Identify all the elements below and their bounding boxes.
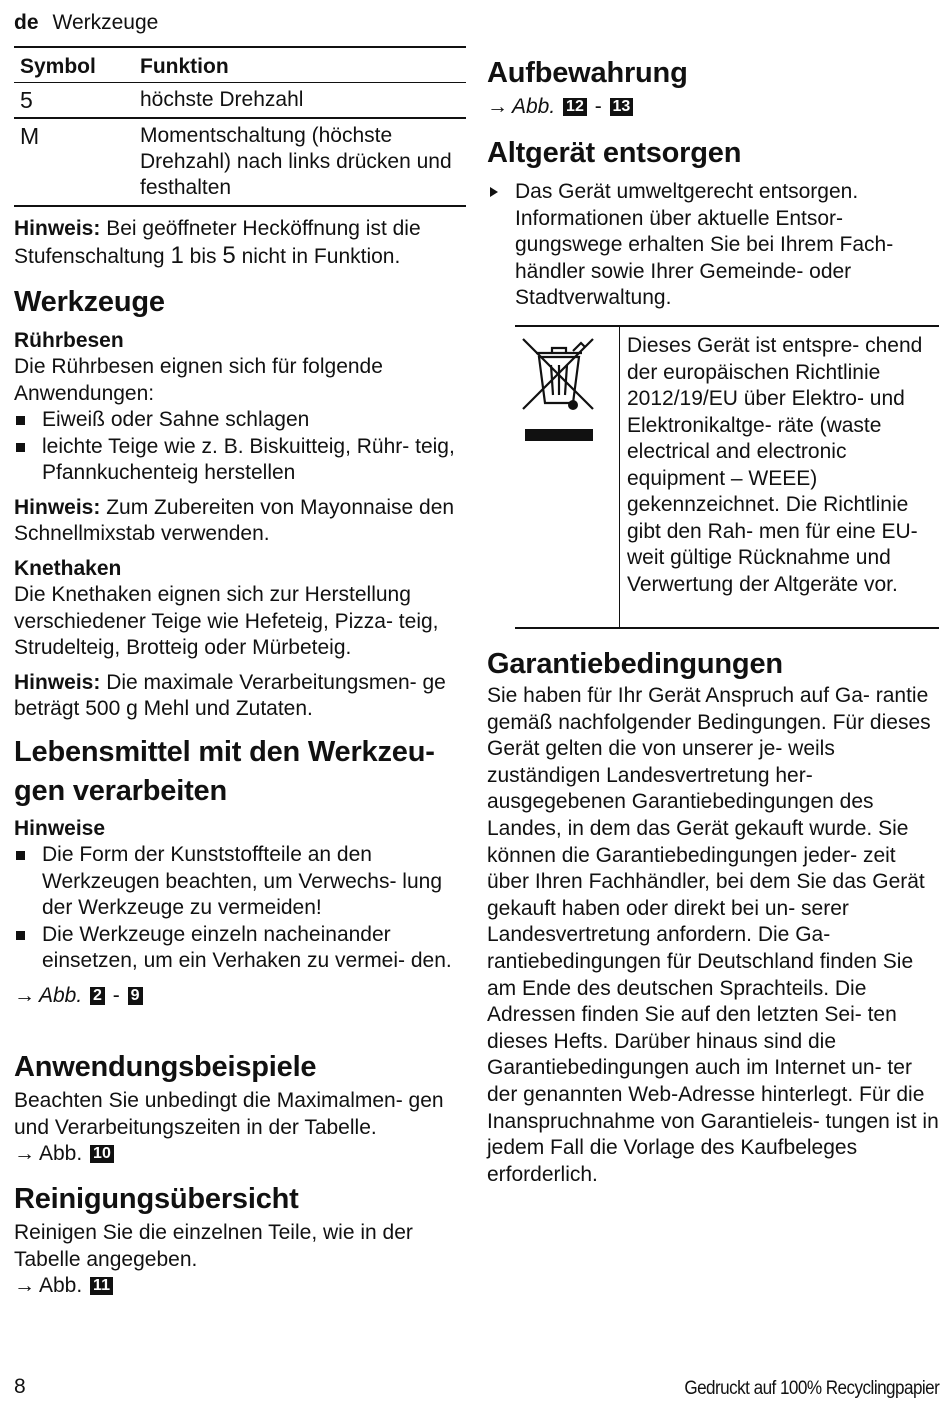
note-text: Die maximale Verarbeitungsmen- ge beträgt 500 g Mehl und Zutaten. [14, 670, 446, 720]
print-note: Gedruckt auf 100% Recyclingpapier [684, 1378, 939, 1399]
ruehrbesen-list [14, 407, 466, 487]
running-header [14, 10, 158, 36]
ruehrbesen-note [14, 495, 466, 548]
arrow-right-icon: → [14, 1142, 35, 1165]
note-stufenschaltung [14, 216, 466, 270]
table-cell-function: Momentschaltung (höchste Drehzahl) nach links drücken und festhalten [134, 118, 466, 206]
note-label: Hinweis: [14, 495, 101, 519]
running-title: Werkzeuge [52, 11, 159, 34]
crossed-out-wheelie-bin-icon [521, 333, 597, 443]
figure-reference [487, 94, 635, 121]
language-code: de [14, 11, 39, 34]
weee-text: Dieses Gerät ist entspre- chend der europäischen Richtlinie 2012/19/EU über Elektro- und Elektronikaltge- räte (waste electrical and electronic equipment – WEEE) gekennzeichnet. Die Richtlinie gibt den Rah- men für eine EU-weit gültige Rücknahme und Verwertung der Altgeräte vor. [627, 334, 923, 596]
table-cell-symbol: M [14, 118, 134, 206]
figure-number-badge: 10 [90, 1145, 114, 1163]
lebensmittel-block [14, 816, 466, 1009]
ref-label: Abb. [39, 1142, 83, 1165]
figure-number-badge: 13 [610, 98, 634, 116]
subsection-title-hinweise: Hinweise [14, 817, 106, 840]
figure-number-badge: 2 [90, 987, 105, 1005]
table-row [14, 83, 466, 119]
weee-notice-box [515, 325, 939, 629]
ref-label: Abb. [39, 1274, 83, 1297]
table-header-row [14, 47, 466, 83]
note-text: nicht in Funktion. [241, 244, 401, 268]
page-number: 8 [14, 1375, 26, 1398]
section-title-werkzeuge: Werkzeuge [14, 286, 165, 318]
figure-number-badge: 12 [563, 98, 587, 116]
altgeraet-steps [487, 179, 939, 206]
figure-reference [14, 1273, 466, 1300]
altgeraet-block [487, 179, 939, 312]
table-header-symbol: Symbol [14, 47, 134, 83]
reinigung-block [14, 1220, 466, 1300]
anwendung-block [14, 1088, 466, 1168]
table-header-function: Funktion [134, 47, 466, 83]
note-label: Hinweis: [14, 670, 101, 694]
ref-separator: - [112, 983, 120, 1007]
table-cell-function: höchste Drehzahl [134, 83, 466, 119]
list-item: Eiweiß oder Sahne schlagen [14, 407, 466, 434]
table-cell-symbol: 5 [14, 83, 134, 119]
knethaken-block [14, 556, 466, 723]
section-title-garantie: Garantiebedingungen [487, 648, 783, 680]
reinigung-text: Reinigen Sie die einzelnen Teile, wie in der Tabelle angegeben. [14, 1221, 413, 1271]
subsection-title-knethaken: Knethaken [14, 557, 122, 580]
figure-reference [14, 983, 466, 1010]
figure-number-badge: 11 [90, 1277, 113, 1295]
symbol-table [14, 46, 466, 207]
figure-number-badge: 9 [128, 987, 143, 1005]
ruehrbesen-block [14, 328, 466, 548]
hinweise-list [14, 842, 466, 975]
step-item: Das Gerät umweltgerecht entsorgen. [487, 179, 939, 206]
step-detail: Informationen über aktuelle Entsor- gungswege erhalten Sie bei Ihrem Fach- händler sowie Ihrer Gemeinde- oder Stadtverwaltung. [515, 206, 894, 309]
knethaken-text: Die Knethaken eignen sich zur Herstellung verschiedener Teige wie Hefeteig, Pizza- teig, Strudelteig, Brotteig oder Mürbeteig. [14, 583, 439, 659]
list-item: Die Werkzeuge einzeln nacheinander einsetzen, um ein Verhaken zu vermei- den. [14, 922, 466, 975]
ruehrbesen-intro: Die Rührbesen eignen sich für folgende Anwendungen: [14, 355, 383, 405]
note-number: 1 [170, 241, 184, 269]
arrow-right-icon: → [487, 95, 508, 118]
ref-separator: - [594, 95, 602, 118]
list-item: leichte Teige wie z. B. Biskuitteig, Rühr- teig, Pfannkuchenteig herstellen [14, 434, 466, 487]
section-title-lebensmittel: Lebensmittel mit den Werkzeu- gen verarbeiten [14, 736, 435, 807]
list-item: Die Form der Kunststoffteile an den Werkzeugen beachten, um Verwechs- lung der Werkzeuge zu vermeiden! [14, 842, 466, 922]
knethaken-note [14, 670, 466, 723]
figure-reference [14, 1141, 466, 1168]
arrow-right-icon: → [14, 1274, 35, 1297]
note-text: Bei geöffneter Hecköffnung ist die Stufenschaltung [14, 217, 421, 268]
section-title-aufbewahrung: Aufbewahrung [487, 57, 688, 89]
ref-label: Abb. [39, 983, 83, 1007]
note-text: Zum Zubereiten von Mayonnaise den Schnellmixstab verwenden. [14, 495, 455, 545]
table-row [14, 118, 466, 206]
subsection-title-ruehrbesen: Rührbesen [14, 329, 124, 352]
box-divider [619, 327, 620, 627]
garantie-text: Sie haben für Ihr Gerät Anspruch auf Ga- rantie gemäß nachfolgender Bedingungen. Für dieses Gerät gelten die von unserer je- weils zuständigen Landesvertretung her- ausgegebenen Garantiebedingungen des Landes, in dem das Gerät gekauft wurde. Sie können die Garantiebedingungen jeder- zeit über Ihren Fachhändler, bei dem Sie das Gerät gekauft haben oder direkt bei un- serer Landesvertretung anfordern. Die Ga- rantiebedingungen für Deutschland finden Sie am Ende des deutschen Sprachteils. Die Adressen finden Sie auf den letzten Sei- ten dieses Hefts. Darüber hinaus sind die Garantiebedingungen auch im Internet un- ter der genannten Web-Adresse hinterlegt. Für die Inanspruchnahme von Garantieleis- tungen ist in jedem Fall die Vorlage des Kaufbeleges erforderlich. [487, 684, 939, 1186]
note-number: 5 [222, 241, 236, 269]
note-label: Hinweis: [14, 217, 101, 240]
note-text: bis [189, 244, 217, 268]
section-title-reinigung: Reinigungsübersicht [14, 1183, 299, 1215]
anwendung-text: Beachten Sie unbedingt die Maximalmen- gen und Verarbeitungszeiten in der Tabelle. [14, 1089, 444, 1139]
section-title-anwendung: Anwendungsbeispiele [14, 1051, 317, 1083]
arrow-right-icon: → [14, 983, 35, 1007]
ref-label: Abb. [512, 95, 556, 118]
section-title-altgeraet: Altgerät entsorgen [487, 137, 742, 169]
